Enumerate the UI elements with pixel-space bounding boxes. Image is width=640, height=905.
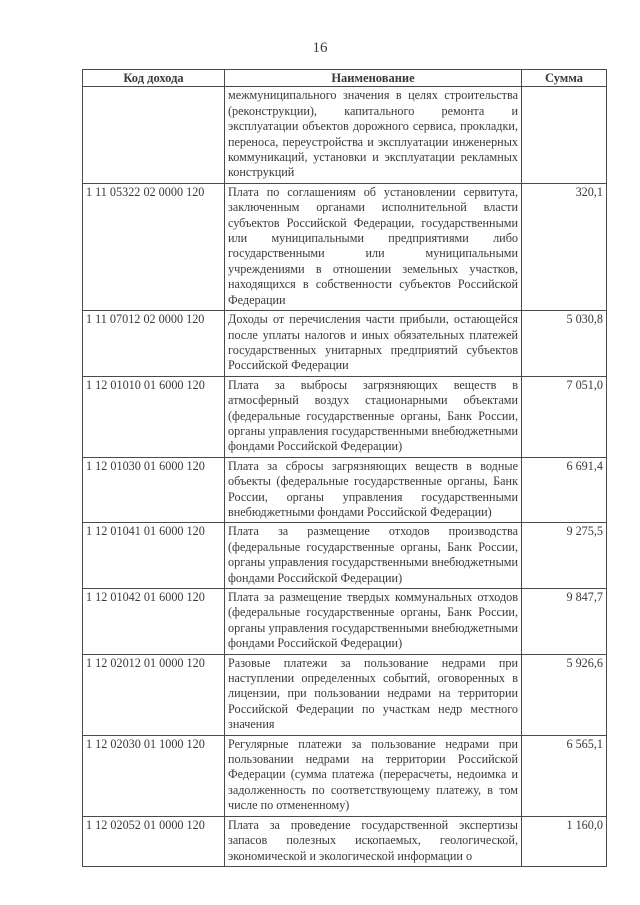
revenue-sum: 9 847,7: [522, 589, 607, 655]
revenue-name: Разовые платежи за пользование недрами при наступлении определенных событий, оговоренных в лицензии, при пользовании недрами на территории Российской Федерации по участкам недр местного значения: [225, 654, 522, 735]
revenue-code: [83, 87, 225, 183]
table-row: [83, 183, 607, 310]
table-row: [83, 816, 607, 866]
revenue-sum: 9 275,5: [522, 523, 607, 589]
revenue-sum: 6 691,4: [522, 457, 607, 523]
revenue-sum: 5 926,6: [522, 654, 607, 735]
revenue-sum: 5 030,8: [522, 311, 607, 377]
table-header-row: [83, 70, 607, 87]
revenue-name: Плата за размещение отходов производства (федеральные государственные органы, Банк России, органы управления государственными внебюджетными фондами Российской Федерации): [225, 523, 522, 589]
column-header-code: Код дохода: [83, 70, 225, 87]
revenue-code: 1 12 02012 01 0000 120: [83, 654, 225, 735]
page-number: 16: [312, 40, 328, 56]
table-row: [83, 457, 607, 523]
revenue-sum: 6 565,1: [522, 735, 607, 816]
column-header-name: Наименование: [225, 70, 522, 87]
revenue-code: 1 12 02030 01 1000 120: [83, 735, 225, 816]
revenue-name: межмуниципального значения в целях строительства (реконструкции), капитального ремонта и эксплуатации объектов дорожного сервиса, прокладки, переноса, переустройства и эксплуатации инженерных коммуникаций, установки и эксплуатации рекламных конструкций: [225, 87, 522, 183]
revenue-code: 1 12 02052 01 0000 120: [83, 816, 225, 866]
column-header-sum: Сумма: [522, 70, 607, 87]
table-row: [83, 87, 607, 183]
revenue-code: 1 11 07012 02 0000 120: [83, 311, 225, 377]
revenue-name: Доходы от перечисления части прибыли, остающейся после уплаты налогов и иных обязательных платежей государственных унитарных предприятий субъектов Российской Федерации: [225, 311, 522, 377]
revenue-name: Плата за выбросы загрязняющих веществ в атмосферный воздух стационарными объектами (федеральные государственные органы, Банк России, органы управления государственными внебюджетными фондами Российской Федерации): [225, 376, 522, 457]
revenue-name: Плата за сбросы загрязняющих веществ в водные объекты (федеральные государственные органы, Банк России, органы управления государственными внебюджетными фондами Российской Федерации): [225, 457, 522, 523]
table-row: [83, 589, 607, 655]
revenue-name: Регулярные платежи за пользование недрами при пользовании недрами на территории Российской Федерации (сумма платежа (перерасчеты, недоимка и задолженность по соответствующему платежу, в том числе по отмененному): [225, 735, 522, 816]
revenue-name: Плата за размещение твердых коммунальных отходов (федеральные государственные органы, Банк России, органы управления государственными внебюджетными фондами Российской Федерации): [225, 589, 522, 655]
revenue-sum: [522, 87, 607, 183]
revenue-code: 1 12 01042 01 6000 120: [83, 589, 225, 655]
table-row: [83, 735, 607, 816]
revenue-name: Плата по соглашениям об установлении сервитута, заключенным органами исполнительной власти субъектов Российской Федерации, государственными или муниципальными предприятиями либо государственными или муниципальными учреждениями в отношении земельных участков, находящихся в собственности субъектов Российской Федерации: [225, 183, 522, 310]
revenue-code: 1 12 01010 01 6000 120: [83, 376, 225, 457]
revenue-sum: 7 051,0: [522, 376, 607, 457]
revenue-sum: 320,1: [522, 183, 607, 310]
table-row: [83, 311, 607, 377]
revenue-sum: 1 160,0: [522, 816, 607, 866]
revenue-code: 1 11 05322 02 0000 120: [83, 183, 225, 310]
revenue-code: 1 12 01041 01 6000 120: [83, 523, 225, 589]
revenue-name: Плата за проведение государственной экспертизы запасов полезных ископаемых, геологической, экономической и экологической информации о: [225, 816, 522, 866]
revenue-code: 1 12 01030 01 6000 120: [83, 457, 225, 523]
table-row: [83, 376, 607, 457]
table-row: [83, 654, 607, 735]
table-row: [83, 523, 607, 589]
revenue-table: [82, 69, 607, 867]
